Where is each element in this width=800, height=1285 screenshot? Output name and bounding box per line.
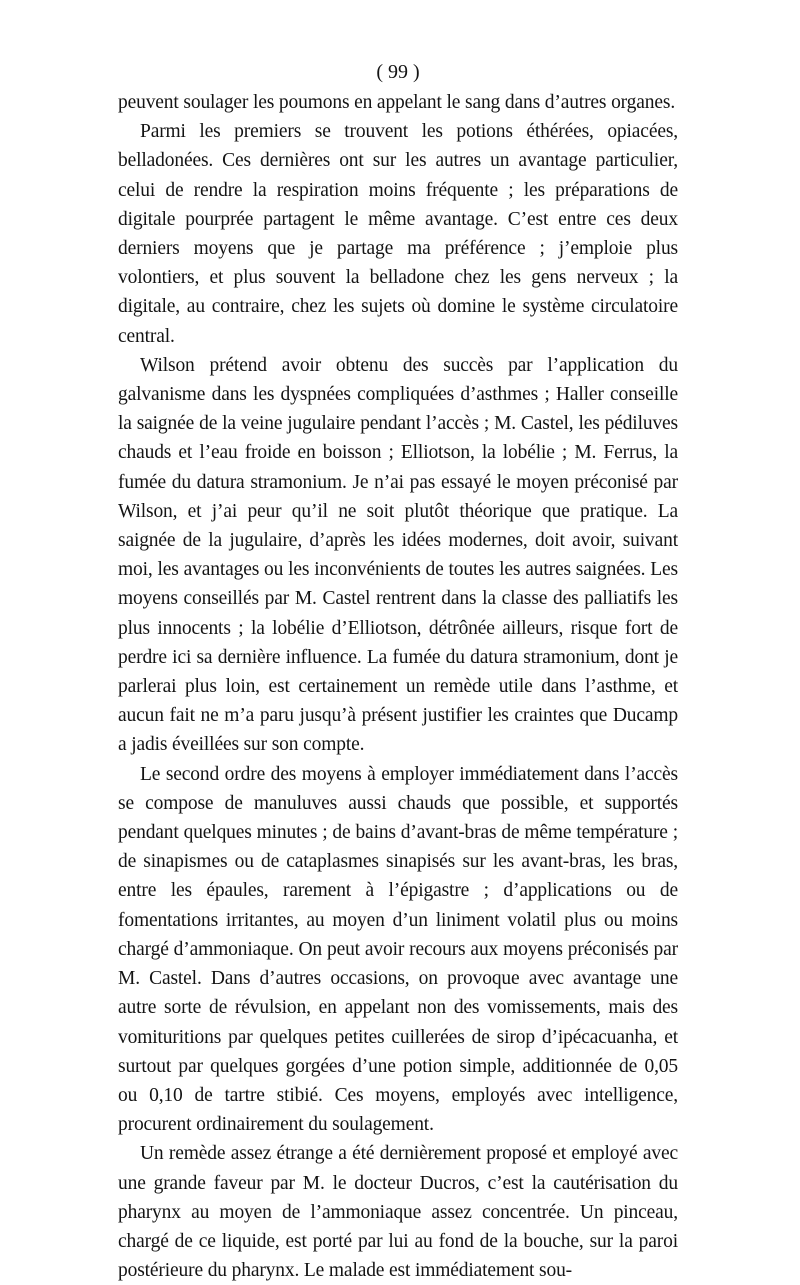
book-page (118, 58, 678, 1285)
paragraph-ducros-remedy: Un remède assez étrange a été dernièrement proposé et employé avec une grande faveur par M. le docteur Ducros, c’est la cautérisation du pharynx au moyen de l’ammoniaque assez concentrée. Un pinceau, chargé de ce liquide, est porté par lui au fond de la bouche, sur la paroi postérieure du pharynx. Le malade est immédiatement sou- (118, 1143, 678, 1282)
page-number: ( 99 ) (376, 61, 420, 83)
paragraph-potions: Parmi les premiers se trouvent les potions éthérées, opiacées, belladonées. Ces dernières ont sur les autres un avantage particulier, celui de rendre la respiration moins fréquente ; les préparations de digitale pourprée partagent le même avantage. C’est entre ces deux derniers moyens que je partage ma préférence ; j’emploie plus volontiers, et plus souvent la belladone chez les gens nerveux ; la digitale, au contraire, chez les sujets où domine le système circulatoire central. (118, 121, 678, 347)
body-text (118, 88, 678, 1285)
paragraph-second-order: Le second ordre des moyens à employer immédiatement dans l’accès se compose de manuluves aussi chauds que possible, et supportés pendant quelques minutes ; de bains d’avant-bras de même température ; de sinapismes ou de cataplasmes sinapisés sur les avant-bras, les bras, entre les épaules, rarement à l’épigastre ; d’applications ou de fomentations irritantes, au moyen d’un liniment volatil plus ou moins chargé d’ammoniaque. On peut avoir recours aux moyens préconisés par M. Castel. Dans d’autres occasions, on provoque avec avantage une autre sorte de révulsion, en appelant non des vomissements, mais des vomituritions par quelques petites cuillerées de sirop d’ipécacuanha, et surtout par quelques gorgées d’une potion simple, additionnée de 0,05 ou 0,10 de tartre stibié. Ces moyens, employés avec intelligence, procurent ordinairement du soulagement. (118, 763, 678, 1136)
paragraph-wilson: Wilson prétend avoir obtenu des succès par l’application du galvanisme dans les dyspnées compliquées d’asthmes ; Haller conseille la saignée de la veine jugulaire pendant l’accès ; M. Castel, les pédiluves chauds et l’eau froide en boisson ; Elliotson, la lobélie ; M. Ferrus, la fumée du datura stramonium. Je n’ai pas essayé le moyen préconisé par Wilson, et j’ai peur qu’il ne soit plutôt théorique que pratique. La saignée de la jugulaire, d’après les idées modernes, doit avoir, suivant moi, les avantages ou les inconvénients de toutes les autres saignées. Les moyens conseillés par M. Castel rentrent dans la classe des palliatifs les plus innocents ; la lobélie d’Elliotson, détrônée ailleurs, risque fort de perdre ici sa dernière influence. La fumée du datura stramonium, dont je parlerai plus loin, est certainement un remède utile dans l’asthme, et aucun fait ne m’a paru jusqu’à présent justifier les craintes que Ducamp a jadis éveillées sur son compte. (118, 354, 678, 756)
paragraph-continuation: peuvent soulager les poumons en appelant le sang dans d’autres organes. (118, 92, 676, 113)
